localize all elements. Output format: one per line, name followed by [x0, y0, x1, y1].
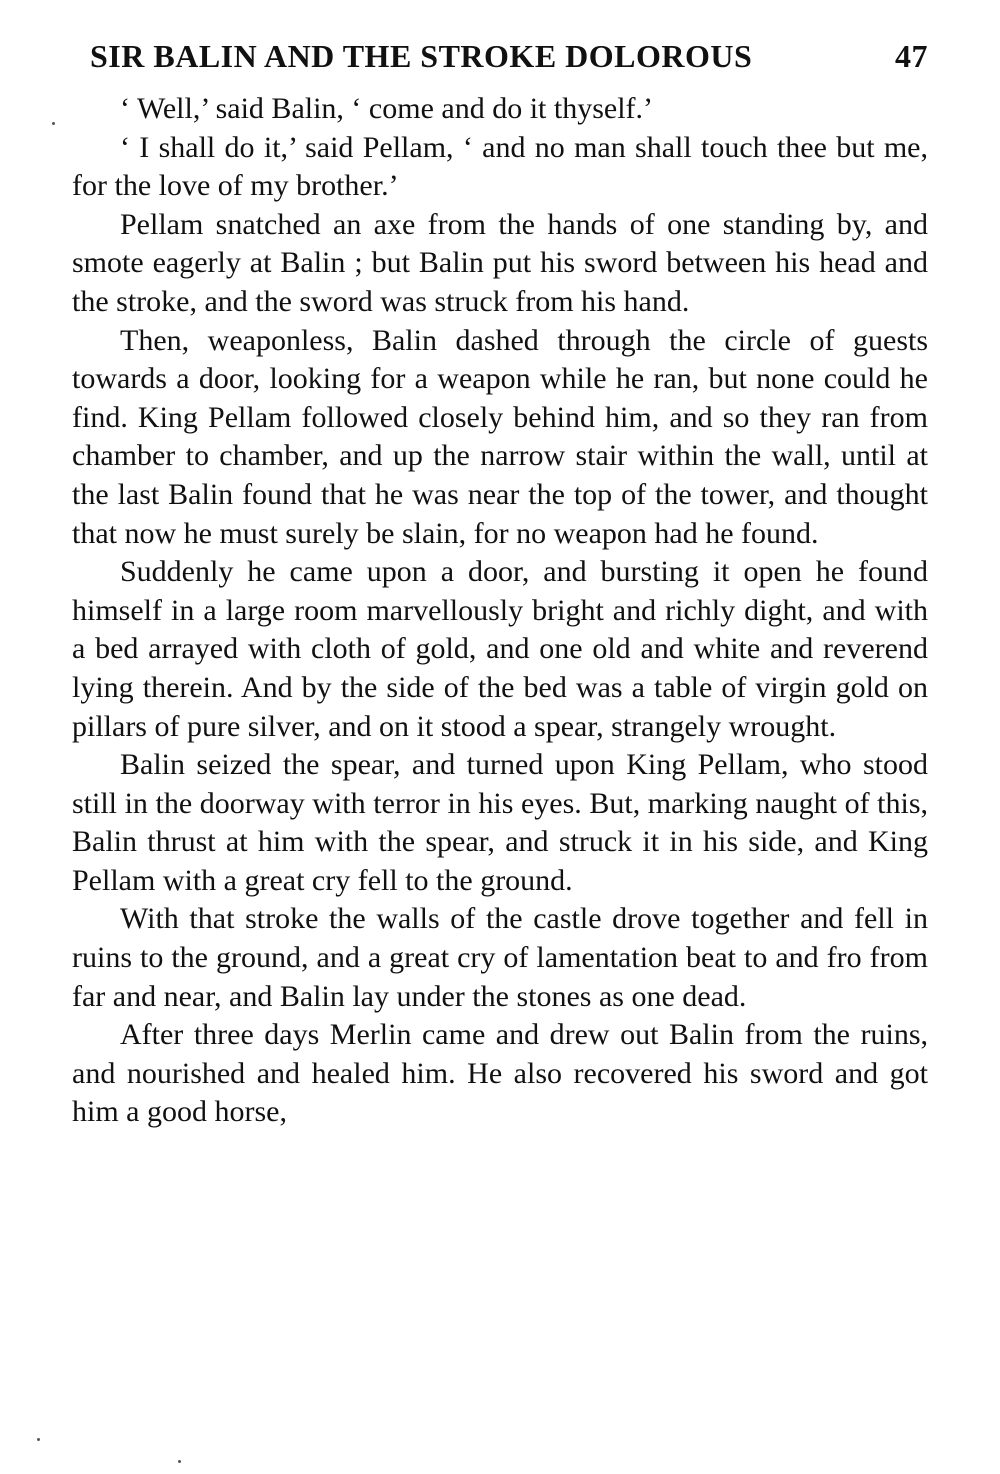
book-page: [72, 38, 928, 1132]
paragraph: Then, weaponless, Balin dashed through the circle of guests towards a door, looking for a weapon while he ran, but none could he find. King Pellam followed closely behind him, and so they ran from chamber to chamber, and up the narrow stair within the wall, until at the last Balin found that he was near the top of the tower, and thought that now he must surely be slain, for no weapon had he found.: [72, 323, 928, 550]
paragraph: Balin seized the spear, and turned upon King Pellam, who stood still in the doorway with terror in his eyes. But, marking naught of this, Balin thrust at him with the spear, and struck it in his side, and King Pellam with a great cry fell to the ground.: [72, 748, 928, 897]
paragraph: ‘ I shall do it,’ said Pellam, ‘ and no man shall touch thee but me, for the love of my brother.’: [72, 130, 928, 203]
page-number: 47: [895, 38, 928, 74]
paragraph: With that stroke the walls of the castle drove together and fell in ruins to the ground, and a great cry of lamentation beat to and fro from far and near, and Balin lay under the stones as one dead.: [72, 902, 928, 1013]
scan-speck: [52, 122, 55, 125]
paragraph: ‘ Well,’ said Balin, ‘ come and do it thyself.’: [120, 92, 654, 125]
chapter-title: SIR BALIN AND THE STROKE DOLOROUS: [90, 38, 753, 74]
scan-speck: [37, 1438, 40, 1441]
scan-speck: [178, 1460, 181, 1463]
body-text: [72, 90, 928, 1132]
paragraph: Pellam snatched an axe from the hands of one standing by, and smote eagerly at Balin ; but Balin put his sword between his head and the stroke, and the sword was struck from his hand.: [72, 207, 928, 318]
running-head: [90, 38, 928, 84]
paragraph: Suddenly he came upon a door, and bursting it open he found himself in a large room marvellously bright and richly dight, and with a bed arrayed with cloth of gold, and one old and white and reverend lying therein. And by the side of the bed was a table of virgin gold on pillars of pure silver, and on it stood a spear, strangely wrought.: [72, 555, 928, 743]
paragraph: After three days Merlin came and drew out Balin from the ruins, and nourished and healed him. He also recovered his sword and got him a good horse,: [72, 1018, 928, 1129]
